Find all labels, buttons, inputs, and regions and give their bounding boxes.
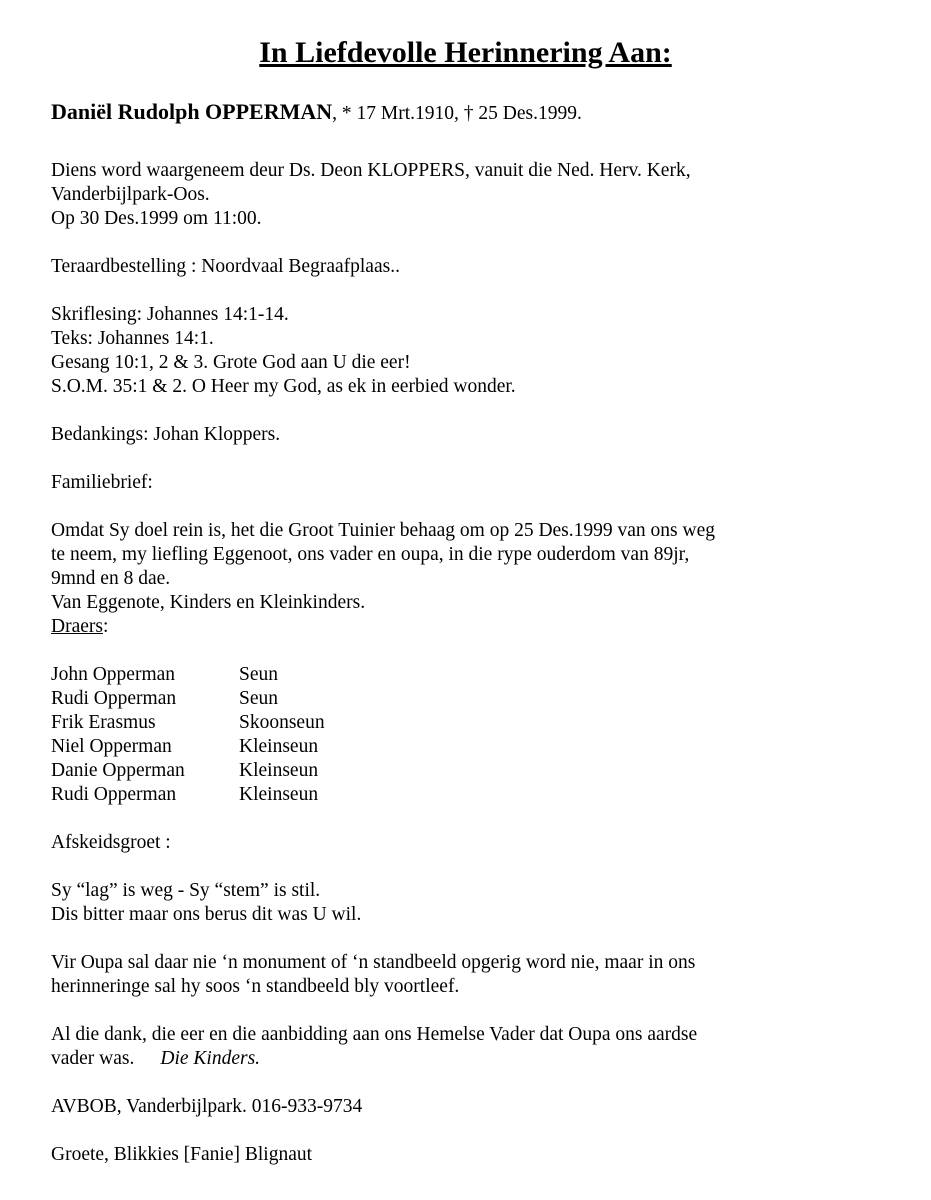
service-line-3: Op 30 Des.1999 om 11:00. — [51, 208, 262, 229]
bearer-name: Rudi Opperman — [51, 784, 177, 805]
bearers-heading — [51, 615, 108, 639]
bearer-name: Danie Opperman — [51, 760, 185, 781]
service-line-1: Diens word waargeneem deur Ds. Deon KLOPPERS, vanuit die Ned. Herv. Kerk, — [51, 160, 691, 181]
bearer-relation: Seun — [239, 688, 278, 709]
reading-line-1: Skriflesing: Johannes 14:1-14. — [51, 304, 289, 325]
bearers-heading-colon: : — [102, 616, 109, 637]
bearer-name: Frik Erasmus — [51, 712, 156, 733]
bearer-relation: Seun — [239, 664, 278, 685]
bearers-heading-label: Draers — [51, 616, 103, 637]
deceased-name: Daniël Rudolph OPPERMAN — [51, 99, 333, 124]
deceased-line — [51, 100, 582, 126]
poem-line-1: Sy “lag” is weg - Sy “stem” is stil. — [51, 880, 321, 901]
funeral-home-line: AVBOB, Vanderbijlpark. 016-933-9734 — [51, 1096, 363, 1117]
signature-children: Die Kinders. — [160, 1048, 261, 1069]
deceased-dates: , * 17 Mrt.1910, † 25 Des.1999. — [332, 103, 582, 124]
thanks-line: Bedankings: Johan Kloppers. — [51, 424, 281, 445]
burial-line: Teraardbestelling : Noordvaal Begraafplaas.. — [51, 256, 400, 277]
greeting-line: Groete, Blikkies [Fanie] Blignaut — [51, 1144, 313, 1165]
family-letter-line-1: Omdat Sy doel rein is, het die Groot Tuinier behaag om op 25 Des.1999 van ons weg — [51, 520, 715, 541]
family-letter-line-2: te neem, my liefling Eggenoot, ons vader en oupa, in die rype ouderdom van 89jr, — [51, 544, 690, 565]
page-title: In Liefdevolle Herinnering Aan: — [259, 36, 672, 69]
tribute-line-1: Vir Oupa sal daar nie ‘n monument of ‘n standbeeld opgerig word nie, maar in ons — [51, 952, 696, 973]
gratitude-line-1: Al die dank, die eer en die aanbidding aan ons Hemelse Vader dat Oupa ons aardse — [51, 1024, 698, 1045]
bearer-relation: Kleinseun — [239, 784, 319, 805]
bearer-relation: Kleinseun — [239, 760, 319, 781]
tribute-line-2: herinneringe sal hy soos ‘n standbeeld bly voortleef. — [51, 976, 460, 997]
gratitude-text: vader was. — [51, 1048, 135, 1069]
poem-line-2: Dis bitter maar ons berus dit was U wil. — [51, 904, 362, 925]
bearer-name: Niel Opperman — [51, 736, 172, 757]
farewell-heading: Afskeidsgroet : — [51, 832, 171, 853]
reading-line-2: Teks: Johannes 14:1. — [51, 328, 214, 349]
reading-line-3: Gesang 10:1, 2 & 3. Grote God aan U die eer! — [51, 352, 411, 373]
family-letter-line-4: Van Eggenote, Kinders en Kleinkinders. — [51, 592, 366, 613]
gratitude-line-2 — [51, 1047, 260, 1071]
family-letter-line-3: 9mnd en 8 dae. — [51, 568, 171, 589]
family-letter-heading: Familiebrief: — [51, 472, 153, 493]
bearer-relation: Skoonseun — [239, 712, 325, 733]
bearer-name: Rudi Opperman — [51, 688, 177, 709]
reading-line-4: S.O.M. 35:1 & 2. O Heer my God, as ek in eerbied wonder. — [51, 376, 516, 397]
bearer-name: John Opperman — [51, 664, 176, 685]
bearer-relation: Kleinseun — [239, 736, 319, 757]
service-line-2: Vanderbijlpark-Oos. — [51, 184, 210, 205]
